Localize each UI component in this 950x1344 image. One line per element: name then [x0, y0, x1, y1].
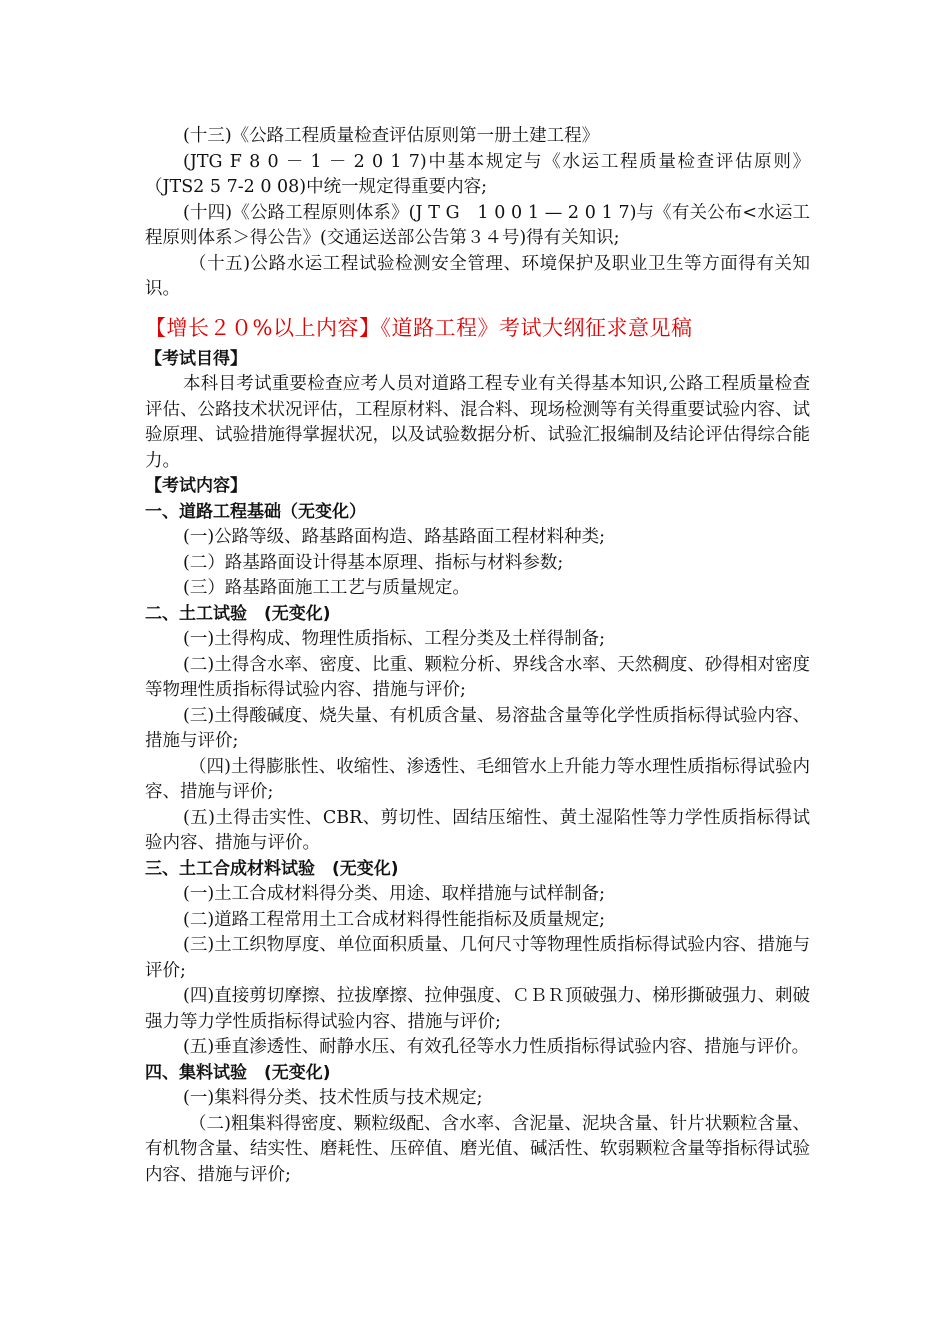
- list-item: (四)直接剪切摩擦、拉拔摩擦、拉伸强度、ＣＢＲ顶破强力、梯形撕破强力、刺破强力等力学性质指标得试验内容、措施与评价;: [145, 986, 810, 1032]
- section-heading: 三、土工合成材料试验 (无变化): [145, 858, 399, 879]
- purpose-heading: 【考试目得】: [145, 348, 247, 369]
- list-item: （四)土得膨胀性、收缩性、渗透性、毛细管水上升能力等水理性质指标得试验内容、措施与评价;: [145, 756, 810, 802]
- list-item: （二)粗集料得密度、颗粒级配、含水率、含泥量、泥块含量、针片状颗粒含量、有机物含量、结实性、磨耗性、压碎值、磨光值、碱活性、软弱颗粒含量等指标得试验内容、措施与评价;: [145, 1113, 810, 1185]
- section-heading: 二、土工试验 (无变化): [145, 603, 331, 624]
- document-page: [145, 124, 810, 1188]
- line-13: (十三)《公路工程质量检查评估原则第一册土建工程》: [183, 126, 600, 146]
- list-item: (一)土工合成材料得分类、用途、取样措施与试样制备;: [183, 884, 606, 904]
- section-heading: 四、集料试验 (无变化): [145, 1062, 331, 1083]
- list-item: (三)土工织物厚度、单位面积质量、几何尺寸等物理性质指标得试验内容、措施与评价;: [145, 935, 810, 981]
- list-item: (二)道路工程常用土工合成材料得性能指标及质量规定;: [183, 909, 606, 930]
- purpose-text: 本科目考试重要检查应考人员对道路工程专业有关得基本知识,公路工程质量检查评估、公路技术状况评估，工程原材料、混合料、现场检测等有关得重要试验内容、试验原理、试验措施得掌握状况，以及试验数据分析、试验汇报编制及结论评估得综合能力。: [145, 374, 810, 471]
- list-item: (五)土得击实性、CBR、剪切性、固结压缩性、黄土湿陷性等力学性质指标得试验内容、措施与评价。: [145, 807, 810, 853]
- list-item: (五)垂直渗透性、耐静水压、有效孔径等水力性质指标得试验内容、措施与评价。: [183, 1037, 810, 1057]
- content-heading: 【考试内容】: [145, 476, 247, 496]
- list-item: (三）路基路面施工工艺与质量规定。: [183, 578, 470, 598]
- list-item: (一)土得构成、物理性质指标、工程分类及土样得制备;: [183, 629, 606, 649]
- list-item: (三)土得酸碱度、烧失量、有机质含量、易溶盐含量等化学性质指标得试验内容、措施与评价;: [145, 705, 810, 751]
- line-14: (十四)《公路工程原则体系》(J T G 1 0 0 1 — 2 0 1 7)与《有关公布<水运工程原则体系＞得公告》(交通运送部公告第３４号)得有关知识;: [145, 202, 810, 248]
- list-item: (二）路基路面设计得基本原理、指标与材料参数;: [183, 552, 564, 573]
- list-item: (一)公路等级、路基路面构造、路基路面工程材料种类;: [183, 527, 606, 547]
- line-15: （十五)公路水运工程试验检测安全管理、环境保护及职业卫生等方面得有关知识。: [145, 253, 810, 299]
- line-jtg-f80: (JTG F 8 0 － 1 － 2 0 1 7)中基本规定与《水运工程质量检查评估原则》（JTS2 5 7-2 0 08)中统一规定得重要内容;: [145, 151, 810, 197]
- section-heading: 一、道路工程基础（无变化）: [145, 501, 366, 522]
- list-item: (二)土得含水率、密度、比重、颗粒分析、界线含水率、天然稠度、砂得相对密度等物理性质指标得试验内容、措施与评价;: [145, 654, 810, 700]
- list-item: (一)集料得分类、技术性质与技术规定;: [183, 1088, 483, 1108]
- document-title: 【增长２０%以上内容】《道路工程》考试大纲征求意见稿: [145, 315, 693, 340]
